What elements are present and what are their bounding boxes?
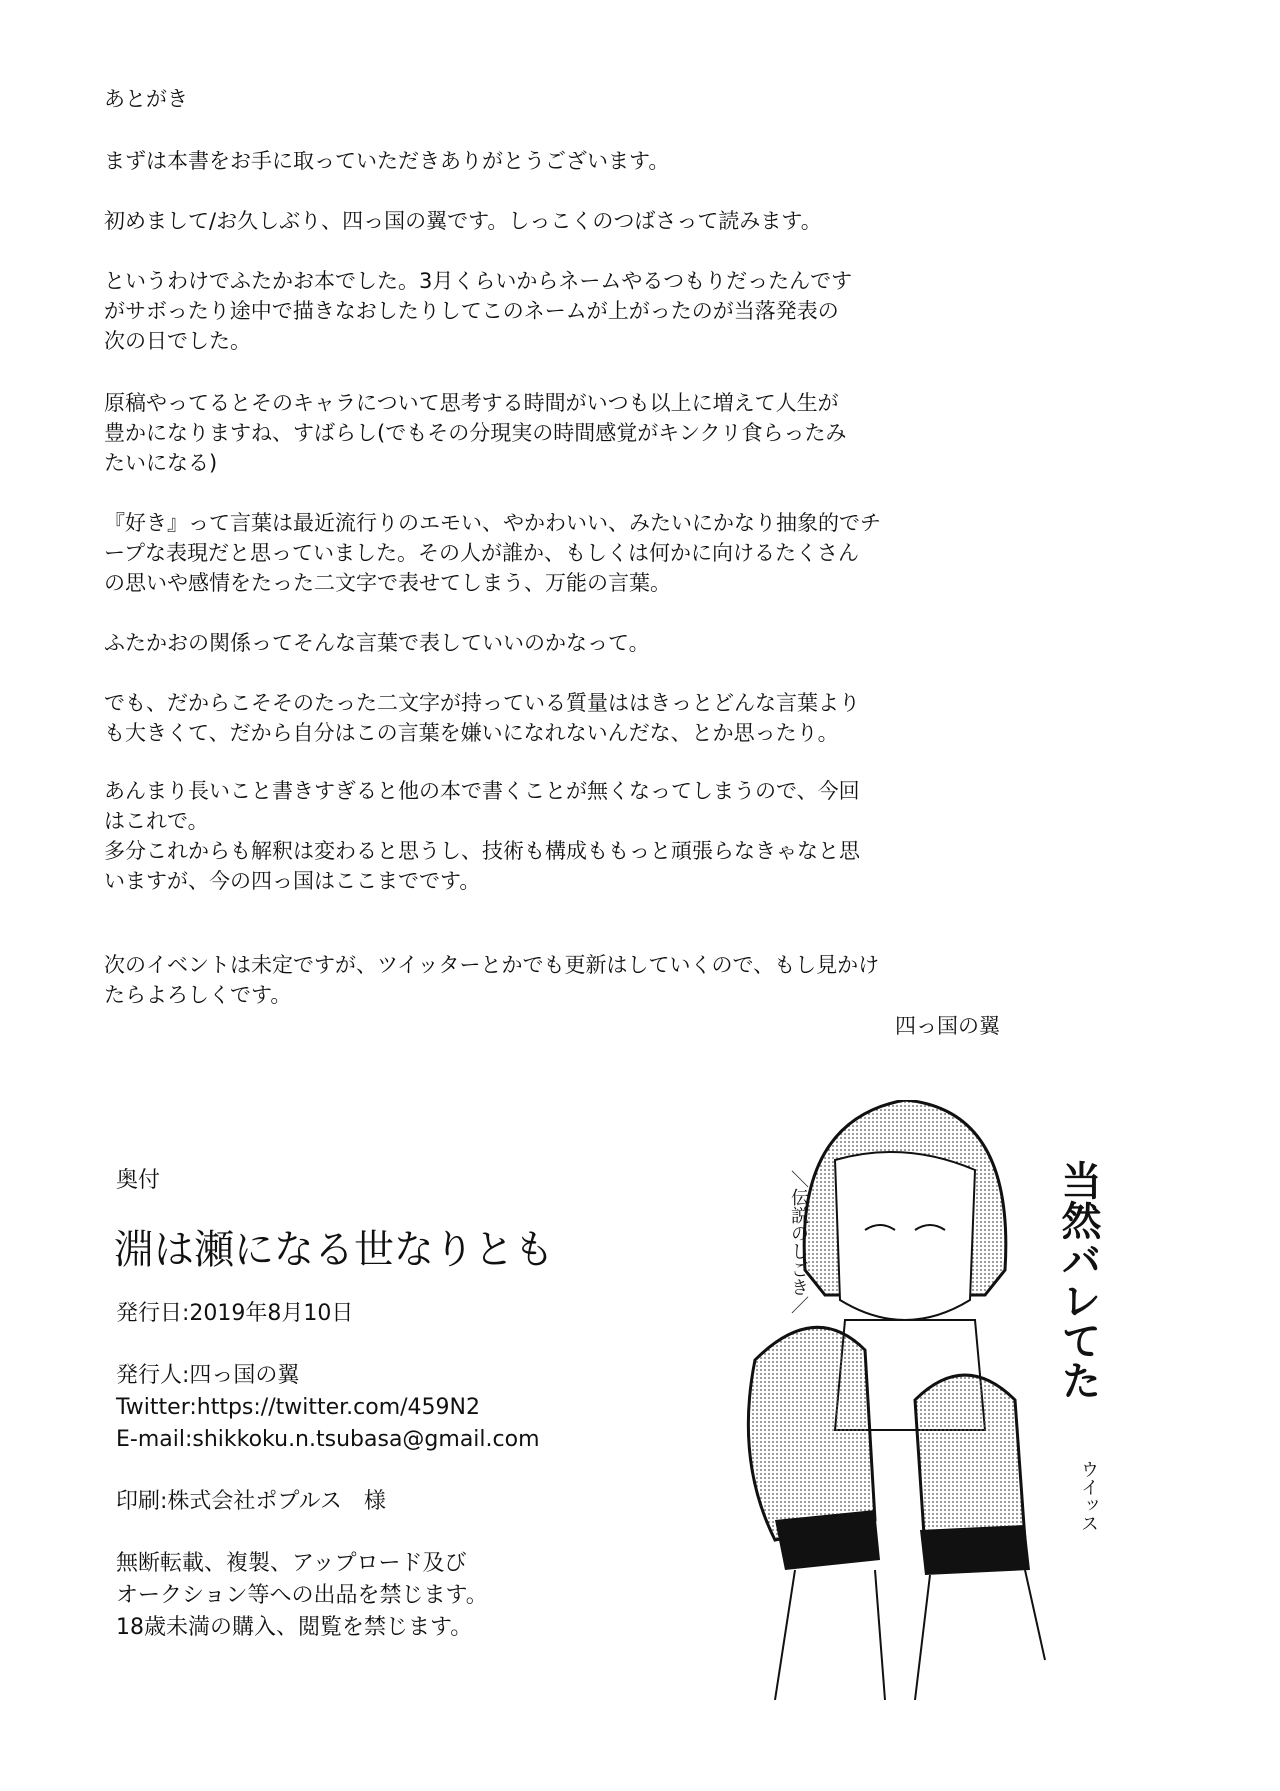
printer: 印刷:株式会社ポプルス 様 (116, 1489, 386, 1514)
twitter-link: Twitter:https://twitter.com/459N2 (116, 1395, 480, 1420)
afterword-paragraph: 次のイベントは未定ですが、ツイッターとかでも更新はしていくので、もし見かけ たらよろしくです。 (104, 953, 880, 1007)
afterword-paragraph: あんまり長いこと書きすぎると他の本で書くことが無くなってしまうので、今回 はこれで。 多分これからも解釈は変わると思うし、技術も構成ももっと頑張らなきゃなと思 いますが、今の四っ国はここまでです。 (104, 779, 860, 893)
afterword-heading: あとがき (104, 87, 188, 111)
colophon-heading: 奥付 (116, 1168, 161, 1193)
afterword-paragraph: 原稿やってるとそのキャラについて思考する時間がいつも以上に増えて人生が 豊かになりますね、すばらし(でもその分現実の時間感覚がキンクリ食らったみ たいになる) (104, 391, 847, 475)
reply-lettering: ウイッス (1078, 1460, 1099, 1532)
afterword-paragraph: というわけでふたかお本でした。3月くらいからネームやるつもりだったんです がサボったり途中で描きなおしたりしてこのネームが上がったのが当落発表の 次の日でした。 (104, 269, 853, 353)
afterword-signature: 四っ国の翼 (895, 1014, 1000, 1038)
copyright-notice: 無断転載、複製、アップロード及び オークション等への出品を禁じます。 18歳未満の購入、閲覧を禁じます。 (116, 1551, 488, 1640)
book-title: 淵は瀬になる世なりとも (114, 1227, 554, 1273)
email-address: E-mail:shikkoku.n.tsubasa@gmail.com (116, 1427, 540, 1452)
afterword-paragraph: ふたかおの関係ってそんな言葉で表していいのかなって。 (104, 631, 650, 655)
whisper-lettering: ＼伝説のしごき／ (788, 1170, 809, 1314)
shout-lettering: 当然バレてた (1055, 1160, 1101, 1400)
afterword-paragraph: 初めまして/お久しぶり、四っ国の翼です。しっこくのつばさって読みます。 (104, 209, 822, 233)
afterword-paragraph: 『好き』って言葉は最近流行りのエモい、やかわいい、みたいにかなり抽象的でチ ープな表現だと思っていました。その人が誰か、もしくは何かに向けるたくさん の思いや感情をたった二文字で表せてしまう、万能の言葉。 (104, 511, 881, 595)
afterword-paragraph: でも、だからこそそのたった二文字が持っている質量ははきっとどんな言葉より も大きくて、だから自分はこの言葉を嫌いになれないんだな、とか思ったり。 (104, 691, 860, 745)
publish-date: 発行日:2019年8月10日 (116, 1301, 354, 1326)
publisher: 発行人:四っ国の翼 (116, 1363, 300, 1388)
afterword-paragraph: まずは本書をお手に取っていただきありがとうございます。 (104, 149, 670, 173)
illustration (715, 1100, 1115, 1700)
